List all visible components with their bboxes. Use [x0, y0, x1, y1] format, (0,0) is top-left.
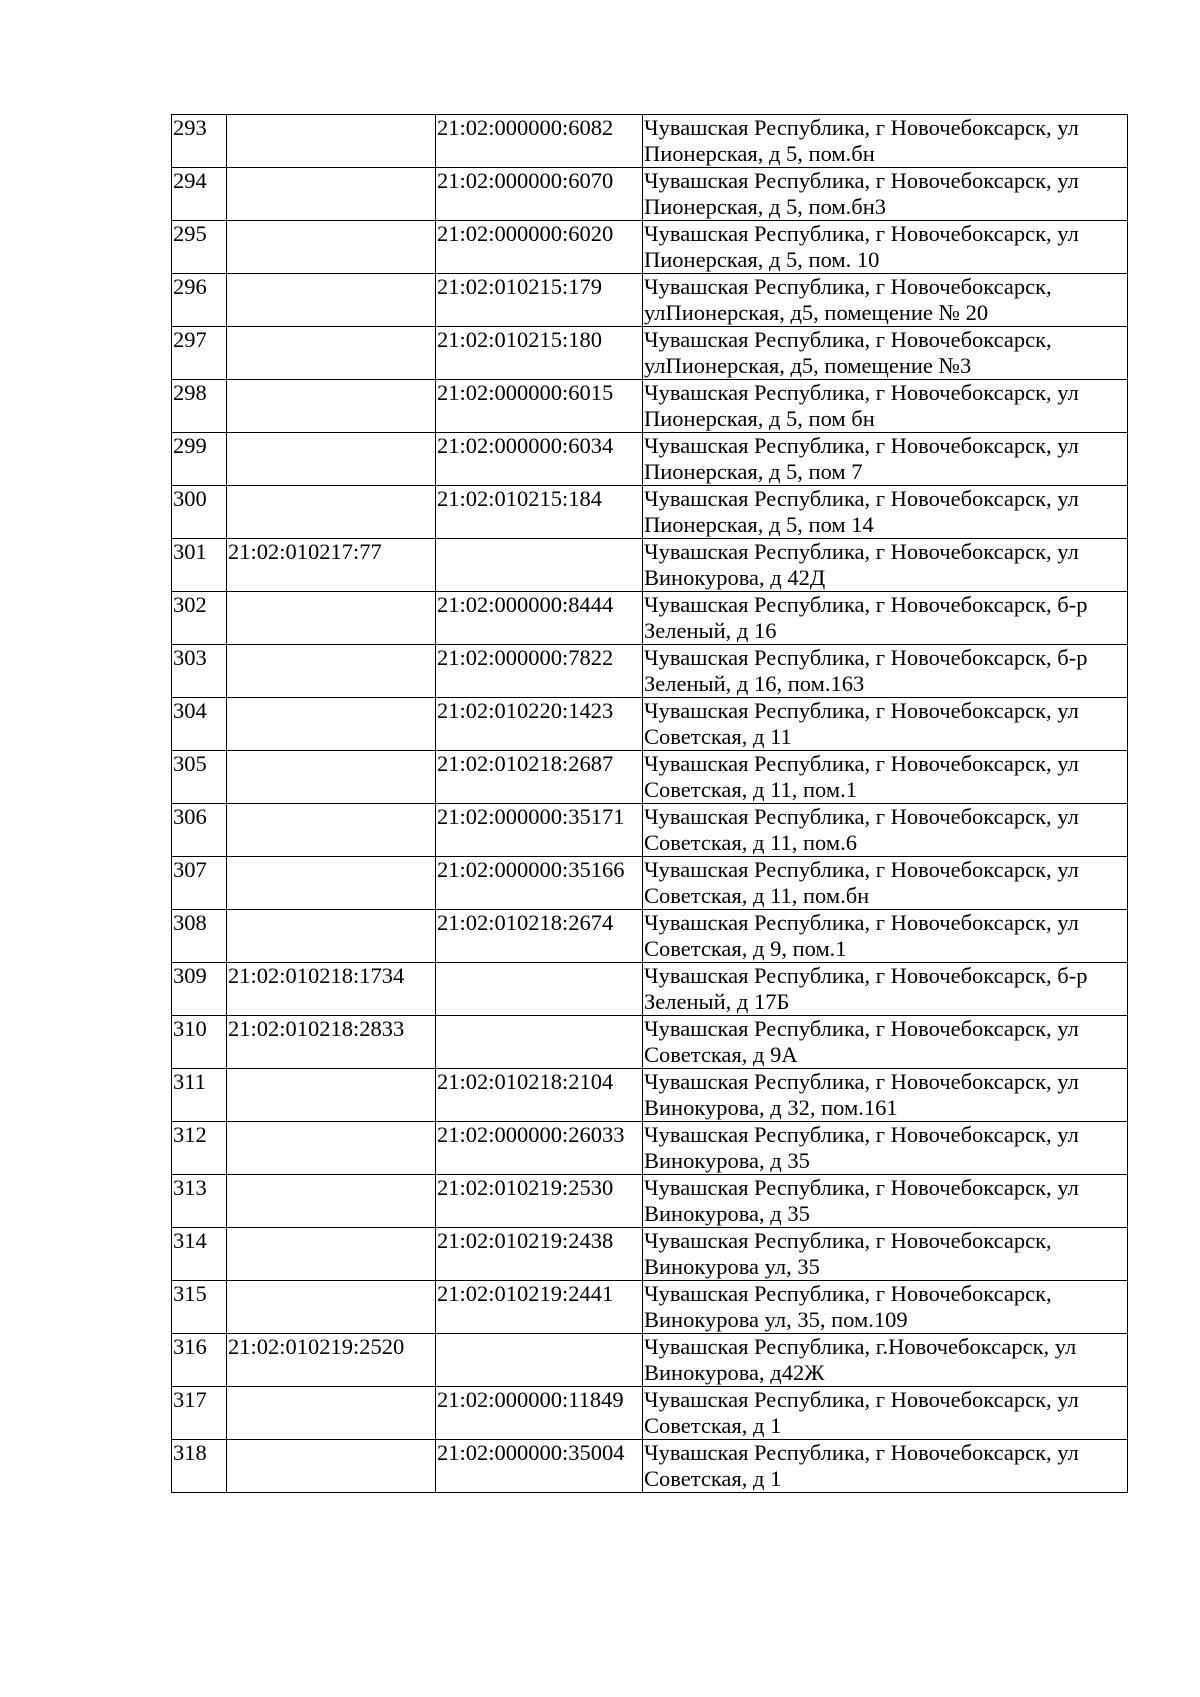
row-number-cell: 300 [172, 486, 227, 539]
row-number-cell: 306 [172, 804, 227, 857]
address-cell: Чувашская Республика, г Новочебоксарск, улПионерская, д5, помещение № 20 [643, 274, 1128, 327]
object-cadastral-number-cell: 21:02:000000:6020 [436, 221, 643, 274]
address-cell: Чувашская Республика, г Новочебоксарск, б-р Зеленый, д 16, пом.163 [643, 645, 1128, 698]
object-cadastral-number-cell: 21:02:000000:7822 [436, 645, 643, 698]
table-row [172, 327, 1128, 380]
object-cadastral-number-cell: 21:02:000000:6015 [436, 380, 643, 433]
land-parcel-cadastral-number-cell [227, 857, 436, 910]
object-cadastral-number-cell: 21:02:010215:184 [436, 486, 643, 539]
row-number-cell: 308 [172, 910, 227, 963]
address-cell: Чувашская Республика, г Новочебоксарск, ул Пионерская, д 5, пом. 10 [643, 221, 1128, 274]
land-parcel-cadastral-number-cell [227, 910, 436, 963]
row-number-cell: 312 [172, 1122, 227, 1175]
object-cadastral-number-cell: 21:02:010215:179 [436, 274, 643, 327]
table-row [172, 1334, 1128, 1387]
land-parcel-cadastral-number-cell [227, 115, 436, 168]
table-row [172, 486, 1128, 539]
land-parcel-cadastral-number-cell [227, 221, 436, 274]
address-cell: Чувашская Республика, г.Новочебоксарск, ул Винокурова, д42Ж [643, 1334, 1128, 1387]
address-cell: Чувашская Республика, г Новочебоксарск, ул Пионерская, д 5, пом.бн3 [643, 168, 1128, 221]
land-parcel-cadastral-number-cell [227, 645, 436, 698]
table-row [172, 857, 1128, 910]
land-parcel-cadastral-number-cell [227, 433, 436, 486]
row-number-cell: 295 [172, 221, 227, 274]
address-cell: Чувашская Республика, г Новочебоксарск, ул Советская, д 9, пом.1 [643, 910, 1128, 963]
row-number-cell: 302 [172, 592, 227, 645]
land-parcel-cadastral-number-cell [227, 168, 436, 221]
address-cell: Чувашская Республика, г Новочебоксарск, б-р Зеленый, д 17Б [643, 963, 1128, 1016]
object-cadastral-number-cell: 21:02:000000:35004 [436, 1440, 643, 1493]
object-cadastral-number-cell: 21:02:000000:6082 [436, 115, 643, 168]
address-cell: Чувашская Республика, г Новочебоксарск, ул Пионерская, д 5, пом бн [643, 380, 1128, 433]
land-parcel-cadastral-number-cell [227, 592, 436, 645]
row-number-cell: 303 [172, 645, 227, 698]
land-parcel-cadastral-number-cell [227, 698, 436, 751]
row-number-cell: 299 [172, 433, 227, 486]
table-row [172, 1281, 1128, 1334]
land-parcel-cadastral-number-cell: 21:02:010217:77 [227, 539, 436, 592]
land-parcel-cadastral-number-cell [227, 1122, 436, 1175]
table-row [172, 539, 1128, 592]
land-parcel-cadastral-number-cell [227, 486, 436, 539]
object-cadastral-number-cell [436, 1016, 643, 1069]
row-number-cell: 310 [172, 1016, 227, 1069]
address-cell: Чувашская Республика, г Новочебоксарск, ул Советская, д 1 [643, 1387, 1128, 1440]
row-number-cell: 298 [172, 380, 227, 433]
row-number-cell: 311 [172, 1069, 227, 1122]
object-cadastral-number-cell: 21:02:000000:35166 [436, 857, 643, 910]
address-cell: Чувашская Республика, г Новочебоксарск, ул Пионерская, д 5, пом 14 [643, 486, 1128, 539]
land-parcel-cadastral-number-cell [227, 1281, 436, 1334]
row-number-cell: 293 [172, 115, 227, 168]
table-row [172, 433, 1128, 486]
land-parcel-cadastral-number-cell [227, 380, 436, 433]
row-number-cell: 296 [172, 274, 227, 327]
address-cell: Чувашская Республика, г Новочебоксарск, ул Советская, д 1 [643, 1440, 1128, 1493]
land-parcel-cadastral-number-cell [227, 751, 436, 804]
document-page [171, 114, 1125, 1493]
land-parcel-cadastral-number-cell [227, 1069, 436, 1122]
address-cell: Чувашская Республика, г Новочебоксарск, Винокурова ул, 35, пом.109 [643, 1281, 1128, 1334]
table-row [172, 910, 1128, 963]
row-number-cell: 316 [172, 1334, 227, 1387]
address-cell: Чувашская Республика, г Новочебоксарск, ул Пионерская, д 5, пом 7 [643, 433, 1128, 486]
land-parcel-cadastral-number-cell [227, 1440, 436, 1493]
row-number-cell: 309 [172, 963, 227, 1016]
address-cell: Чувашская Республика, г Новочебоксарск, улПионерская, д5, помещение №3 [643, 327, 1128, 380]
address-cell: Чувашская Республика, г Новочебоксарск, ул Винокурова, д 42Д [643, 539, 1128, 592]
address-cell: Чувашская Республика, г Новочебоксарск, ул Советская, д 11, пом.1 [643, 751, 1128, 804]
table-row [172, 751, 1128, 804]
address-cell: Чувашская Республика, г Новочебоксарск, ул Советская, д 11 [643, 698, 1128, 751]
object-cadastral-number-cell: 21:02:000000:26033 [436, 1122, 643, 1175]
row-number-cell: 313 [172, 1175, 227, 1228]
land-parcel-cadastral-number-cell: 21:02:010218:1734 [227, 963, 436, 1016]
land-parcel-cadastral-number-cell: 21:02:010218:2833 [227, 1016, 436, 1069]
table-row [172, 221, 1128, 274]
table-body [172, 115, 1128, 1493]
table-row [172, 645, 1128, 698]
object-cadastral-number-cell: 21:02:000000:11849 [436, 1387, 643, 1440]
object-cadastral-number-cell: 21:02:010218:2687 [436, 751, 643, 804]
land-parcel-cadastral-number-cell [227, 804, 436, 857]
table-row [172, 804, 1128, 857]
object-cadastral-number-cell: 21:02:010215:180 [436, 327, 643, 380]
address-cell: Чувашская Республика, г Новочебоксарск, ул Винокурова, д 32, пом.161 [643, 1069, 1128, 1122]
row-number-cell: 305 [172, 751, 227, 804]
row-number-cell: 307 [172, 857, 227, 910]
row-number-cell: 314 [172, 1228, 227, 1281]
table-row [172, 1122, 1128, 1175]
land-parcel-cadastral-number-cell [227, 1175, 436, 1228]
address-cell: Чувашская Республика, г Новочебоксарск, ул Винокурова, д 35 [643, 1175, 1128, 1228]
table-row [172, 1069, 1128, 1122]
object-cadastral-number-cell: 21:02:010219:2438 [436, 1228, 643, 1281]
table-row [172, 1228, 1128, 1281]
table-row [172, 698, 1128, 751]
address-cell: Чувашская Республика, г Новочебоксарск, б-р Зеленый, д 16 [643, 592, 1128, 645]
address-cell: Чувашская Республика, г Новочебоксарск, ул Пионерская, д 5, пом.бн [643, 115, 1128, 168]
address-cell: Чувашская Республика, г Новочебоксарск, ул Советская, д 9А [643, 1016, 1128, 1069]
object-cadastral-number-cell: 21:02:000000:6070 [436, 168, 643, 221]
land-parcel-cadastral-number-cell [227, 1228, 436, 1281]
land-parcel-cadastral-number-cell: 21:02:010219:2520 [227, 1334, 436, 1387]
property-table [171, 114, 1128, 1493]
object-cadastral-number-cell: 21:02:000000:8444 [436, 592, 643, 645]
table-row [172, 115, 1128, 168]
object-cadastral-number-cell: 21:02:000000:6034 [436, 433, 643, 486]
table-row [172, 1016, 1128, 1069]
object-cadastral-number-cell: 21:02:010220:1423 [436, 698, 643, 751]
land-parcel-cadastral-number-cell [227, 274, 436, 327]
table-row [172, 1440, 1128, 1493]
row-number-cell: 301 [172, 539, 227, 592]
table-row [172, 274, 1128, 327]
land-parcel-cadastral-number-cell [227, 327, 436, 380]
object-cadastral-number-cell [436, 963, 643, 1016]
row-number-cell: 318 [172, 1440, 227, 1493]
row-number-cell: 297 [172, 327, 227, 380]
object-cadastral-number-cell: 21:02:010219:2441 [436, 1281, 643, 1334]
address-cell: Чувашская Республика, г Новочебоксарск, ул Винокурова, д 35 [643, 1122, 1128, 1175]
table-row [172, 168, 1128, 221]
row-number-cell: 315 [172, 1281, 227, 1334]
object-cadastral-number-cell [436, 539, 643, 592]
object-cadastral-number-cell: 21:02:010218:2104 [436, 1069, 643, 1122]
land-parcel-cadastral-number-cell [227, 1387, 436, 1440]
address-cell: Чувашская Республика, г Новочебоксарск, Винокурова ул, 35 [643, 1228, 1128, 1281]
object-cadastral-number-cell: 21:02:000000:35171 [436, 804, 643, 857]
table-row [172, 963, 1128, 1016]
table-row [172, 1387, 1128, 1440]
address-cell: Чувашская Республика, г Новочебоксарск, ул Советская, д 11, пом.бн [643, 857, 1128, 910]
object-cadastral-number-cell: 21:02:010218:2674 [436, 910, 643, 963]
table-row [172, 380, 1128, 433]
object-cadastral-number-cell [436, 1334, 643, 1387]
row-number-cell: 304 [172, 698, 227, 751]
table-row [172, 592, 1128, 645]
table-row [172, 1175, 1128, 1228]
object-cadastral-number-cell: 21:02:010219:2530 [436, 1175, 643, 1228]
address-cell: Чувашская Республика, г Новочебоксарск, ул Советская, д 11, пом.6 [643, 804, 1128, 857]
row-number-cell: 294 [172, 168, 227, 221]
row-number-cell: 317 [172, 1387, 227, 1440]
